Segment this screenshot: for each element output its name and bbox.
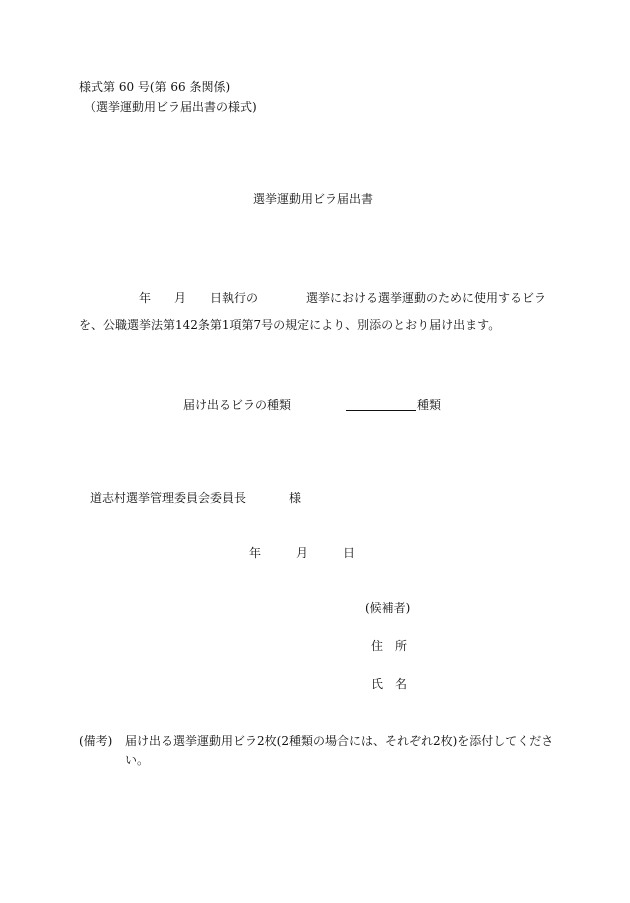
document-title: 選挙運動用ビラ届出書 (253, 192, 374, 206)
date-month-label: 月 (296, 546, 309, 560)
body-sentence-line2: を、公職選挙法第142条第1項第7号の規定により、別添のとおり届け出ます。 (79, 318, 501, 332)
addressee-honorific: 様 (289, 491, 302, 505)
note-line2: い。 (125, 753, 150, 767)
addressee-name: 道志村選挙管理委員会委員長 (90, 491, 247, 505)
form-subtitle: （選挙運動用ビラ届出書の様式) (84, 100, 257, 114)
candidate-heading: (候補者) (365, 601, 411, 615)
form-number: 様式第 60 号(第 66 条関係) (79, 80, 231, 94)
body-day-exec-label: 日執行の (210, 291, 259, 305)
body-year-label: 年 (139, 291, 152, 305)
flyer-types-suffix: 種類 (417, 398, 442, 412)
note-line1: 届け出る選挙運動用ビラ2枚(2種類の場合には、それぞれ2枚)を添付してくださ (125, 734, 554, 748)
candidate-name-label: 氏 名 (371, 677, 408, 691)
date-day-label: 日 (343, 546, 356, 560)
date-year-label: 年 (249, 546, 262, 560)
note-label: (備考) (79, 734, 113, 748)
body-month-label: 月 (174, 291, 187, 305)
candidate-address-label: 住 所 (371, 639, 408, 653)
body-sentence-line1: 選挙における選挙運動のために使用するビラ (306, 291, 547, 305)
flyer-types-blank-line (346, 410, 416, 411)
flyer-types-label: 届け出るビラの種類 (183, 398, 292, 412)
